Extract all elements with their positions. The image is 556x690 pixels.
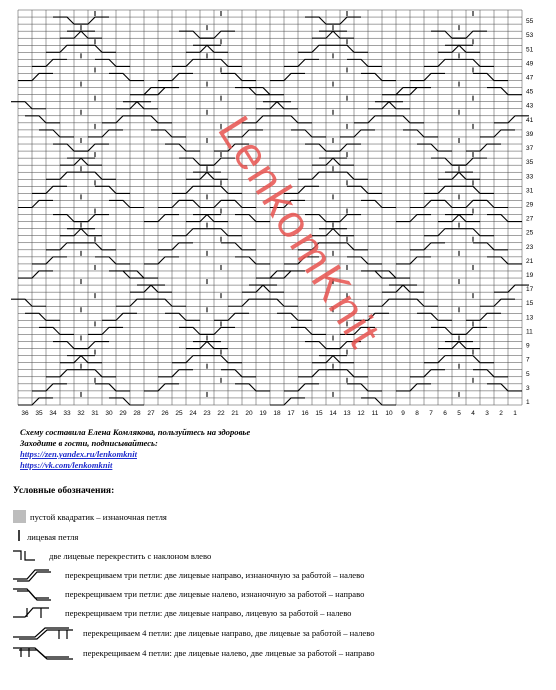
cable-stroke xyxy=(291,327,326,334)
column-number: 4 xyxy=(471,410,475,417)
cable-stroke xyxy=(151,299,186,306)
cable-stroke xyxy=(347,186,382,193)
cable-stroke xyxy=(46,243,81,250)
column-number: 16 xyxy=(301,410,309,417)
cable-stroke xyxy=(270,398,305,405)
row-number: 47 xyxy=(526,74,534,82)
column-number: 27 xyxy=(147,410,155,417)
cable-stroke xyxy=(473,370,508,377)
row-number: 9 xyxy=(526,342,530,350)
cable-stroke xyxy=(151,130,186,137)
cable-stroke xyxy=(165,313,200,320)
cable-stroke xyxy=(74,144,109,151)
column-number: 17 xyxy=(287,410,295,417)
column-number: 19 xyxy=(259,410,267,417)
row-number: 23 xyxy=(526,243,534,251)
cable-stroke xyxy=(67,229,102,236)
legend-item-purl xyxy=(13,510,167,523)
column-number: 32 xyxy=(77,410,85,417)
cable-stroke xyxy=(74,17,109,24)
cable-stroke xyxy=(389,116,424,123)
cable-stroke xyxy=(39,327,74,334)
cable-stroke xyxy=(487,88,522,95)
row-number: 45 xyxy=(526,88,534,96)
cable-stroke xyxy=(459,356,494,363)
credits xyxy=(20,427,250,471)
cable-stroke xyxy=(361,200,396,207)
cable-stroke xyxy=(361,398,396,405)
cable-stroke xyxy=(158,200,193,207)
column-number: 24 xyxy=(189,410,197,417)
cable-stroke xyxy=(431,31,466,38)
cable-stroke xyxy=(459,229,494,236)
legend-text: пустой квадратик – изнаночная петля xyxy=(30,511,167,522)
cable-stroke xyxy=(32,257,67,264)
column-number: 7 xyxy=(429,410,433,417)
cable-stroke xyxy=(452,200,487,207)
column-number: 15 xyxy=(315,410,323,417)
cable-stroke xyxy=(11,299,46,306)
column-number: 14 xyxy=(329,410,337,417)
cable-stroke xyxy=(74,342,109,349)
cable-stroke xyxy=(81,370,116,377)
legend-item-knit xyxy=(13,530,78,544)
cable-stroke xyxy=(102,313,137,320)
cable-stroke xyxy=(25,313,60,320)
cable-stroke xyxy=(417,313,452,320)
empty-square-icon xyxy=(13,510,26,523)
cable-stroke xyxy=(95,59,130,66)
cable-stroke xyxy=(326,17,361,24)
cable-stroke xyxy=(123,102,158,109)
cable-stroke xyxy=(95,257,130,264)
row-number: 39 xyxy=(526,130,534,138)
column-number: 1 xyxy=(513,410,517,417)
cable-stroke xyxy=(347,59,382,66)
cable-stroke xyxy=(382,285,417,292)
cable-stroke xyxy=(193,215,228,222)
cable-stroke xyxy=(403,130,438,137)
cable-stroke xyxy=(18,271,53,278)
legend-text: перекрещиваем три петли: две лицевые направо, лицевую за работой – налево xyxy=(65,608,352,618)
column-number: 23 xyxy=(203,410,211,417)
cable-stroke xyxy=(179,31,214,38)
column-number: 10 xyxy=(385,410,393,417)
cable-stroke xyxy=(368,102,403,109)
cable-stroke xyxy=(137,116,172,123)
legend-text: две лицевые перекрестить с наклоном влево xyxy=(49,551,212,561)
legend-item-cross3-purl-right xyxy=(13,586,364,602)
cable-stroke xyxy=(445,172,480,179)
cable-stroke xyxy=(473,73,508,80)
cable-stroke xyxy=(487,215,522,222)
cable-stroke xyxy=(221,370,256,377)
cable-stroke xyxy=(242,285,277,292)
cable-stroke xyxy=(466,144,501,151)
cable-stroke xyxy=(207,186,242,193)
row-number: 3 xyxy=(526,384,530,392)
cable-stroke xyxy=(172,59,207,66)
cable-stroke xyxy=(165,144,200,151)
cable-stroke xyxy=(277,116,312,123)
cable-stroke xyxy=(312,356,347,363)
cable-stroke xyxy=(445,342,480,349)
cable-stroke xyxy=(144,257,179,264)
column-number: 22 xyxy=(217,410,225,417)
cable-stroke xyxy=(347,257,382,264)
cable-stroke xyxy=(137,285,172,292)
cable-stroke xyxy=(284,59,319,66)
cable-stroke xyxy=(67,356,102,363)
row-number: 55 xyxy=(526,18,534,26)
cable-stroke xyxy=(214,313,249,320)
cable-stroke xyxy=(46,370,81,377)
row-number: 35 xyxy=(526,159,534,167)
cable-stroke xyxy=(32,186,67,193)
cable-stroke xyxy=(424,356,459,363)
cable-stroke xyxy=(81,172,116,179)
legend-text: перекрещиваем три петли: две лицевые направо, изнаночную за работой – налево xyxy=(65,570,365,580)
column-number: 33 xyxy=(63,410,71,417)
column-number: 36 xyxy=(21,410,29,417)
cable-stroke xyxy=(179,158,214,165)
cable-stroke xyxy=(480,299,515,306)
cable-stroke xyxy=(193,342,228,349)
cable-stroke xyxy=(158,370,193,377)
cable-stroke xyxy=(53,215,88,222)
column-number: 20 xyxy=(245,410,253,417)
cable-stroke xyxy=(473,200,508,207)
watermark: LenkomKnit xyxy=(208,106,392,358)
column-number: 13 xyxy=(343,410,351,417)
cable-stroke xyxy=(235,384,270,391)
cable-stroke xyxy=(438,172,473,179)
cable-stroke xyxy=(193,45,228,52)
cable-stroke xyxy=(18,398,53,405)
cable-stroke xyxy=(305,144,340,151)
column-number: 8 xyxy=(415,410,419,417)
legend-item-cross4-right xyxy=(13,645,375,661)
cable-stroke xyxy=(284,384,319,391)
cable-stroke xyxy=(270,73,305,80)
row-number: 15 xyxy=(526,300,534,308)
cable-stroke xyxy=(459,186,494,193)
cable-stroke xyxy=(375,102,410,109)
cable-stroke xyxy=(221,73,256,80)
row-number: 21 xyxy=(526,257,534,265)
cable-stroke xyxy=(424,186,459,193)
cable-stroke xyxy=(74,215,109,222)
row-number: 27 xyxy=(526,215,534,223)
cable-stroke xyxy=(193,172,228,179)
cable-stroke xyxy=(200,327,235,334)
row-number: 49 xyxy=(526,60,534,68)
cable-stroke xyxy=(312,31,347,38)
cable-stroke xyxy=(480,130,515,137)
cable-stroke xyxy=(263,299,298,306)
row-number: 51 xyxy=(526,46,534,54)
cable-stroke xyxy=(319,31,354,38)
legend-text: перекрещиваем 4 петли: две лицевые налево, две лицевые за работой – направо xyxy=(83,648,375,658)
column-number: 35 xyxy=(35,410,43,417)
cable-stroke xyxy=(67,158,102,165)
cable-stroke xyxy=(116,102,151,109)
legend-title: Условные обозначения: xyxy=(13,486,115,496)
cable-stroke xyxy=(340,130,375,137)
cable-stroke xyxy=(172,356,207,363)
cable-stroke xyxy=(116,299,151,306)
author-line: Схему составила Елена Комлякова, пользуйтесь на здоровье xyxy=(20,427,251,437)
column-number: 2 xyxy=(499,410,503,417)
column-number: 5 xyxy=(457,410,461,417)
cable-stroke xyxy=(200,200,235,207)
row-number: 33 xyxy=(526,173,534,181)
cable-stroke xyxy=(410,200,445,207)
cross-3-purl-right-icon xyxy=(13,586,65,602)
cable-stroke xyxy=(424,229,459,236)
cable-stroke xyxy=(424,59,459,66)
cable-stroke xyxy=(60,356,95,363)
column-number: 34 xyxy=(49,410,57,417)
legend-text: перекрещиваем три петли: две лицевые налево, изнаночную за работой – направо xyxy=(65,589,365,599)
cable-stroke xyxy=(179,200,214,207)
cable-stroke xyxy=(452,158,487,165)
row-number: 11 xyxy=(526,328,533,336)
cable-stroke xyxy=(53,342,88,349)
cable-stroke xyxy=(179,327,214,334)
cable-stroke xyxy=(144,384,179,391)
cable-stroke xyxy=(298,370,333,377)
cable-stroke xyxy=(305,17,340,24)
cable-stroke xyxy=(158,73,193,80)
legend-item-cross2 xyxy=(13,548,211,564)
cable-stroke xyxy=(221,243,256,250)
row-number: 7 xyxy=(526,356,530,364)
cross-4-right-icon xyxy=(13,645,83,661)
cable-stroke xyxy=(53,17,88,24)
cable-stroke xyxy=(396,257,431,264)
cable-stroke xyxy=(466,313,501,320)
row-number: 25 xyxy=(526,229,534,237)
cable-stroke xyxy=(333,172,368,179)
row-number: 5 xyxy=(526,370,530,378)
vk-link[interactable]: https://vk.com/lenkomknit xyxy=(20,460,113,470)
cable-stroke xyxy=(186,172,221,179)
cable-stroke xyxy=(417,144,452,151)
row-number: 19 xyxy=(526,272,534,280)
cable-stroke xyxy=(11,102,46,109)
cable-stroke xyxy=(431,200,466,207)
legend-item-cross4-left xyxy=(13,625,375,641)
cable-stroke xyxy=(186,45,221,52)
cable-stroke xyxy=(494,285,529,292)
cable-stroke xyxy=(438,215,473,222)
cable-stroke xyxy=(46,172,81,179)
cable-stroke xyxy=(249,285,284,292)
legend-text: перекрещиваем 4 петли: две лицевые направо, две лицевые за работой – налево xyxy=(83,628,375,638)
cable-stroke xyxy=(473,243,508,250)
cable-stroke xyxy=(277,313,312,320)
cable-stroke xyxy=(305,342,340,349)
cable-stroke xyxy=(39,130,74,137)
visit-line: Заходите в гости, подписывайтесь: xyxy=(20,438,158,448)
cable-stroke xyxy=(298,172,333,179)
cable-stroke xyxy=(396,384,431,391)
cross-3-purl-left-icon xyxy=(13,567,65,583)
cable-stroke xyxy=(235,257,270,264)
cable-stroke xyxy=(354,116,389,123)
cable-stroke xyxy=(200,31,235,38)
cross-4-left-icon xyxy=(13,625,83,641)
cable-stroke xyxy=(445,215,480,222)
cable-stroke xyxy=(361,73,396,80)
row-number: 13 xyxy=(526,314,534,322)
row-number: 53 xyxy=(526,32,534,40)
column-number: 6 xyxy=(443,410,447,417)
legend-item-cross3-knit-left xyxy=(13,605,351,621)
cable-stroke xyxy=(438,342,473,349)
column-number: 25 xyxy=(175,410,183,417)
cable-stroke xyxy=(431,158,466,165)
row-number: 31 xyxy=(526,187,534,195)
cable-stroke xyxy=(67,31,102,38)
cable-stroke xyxy=(46,45,81,52)
column-number: 3 xyxy=(485,410,489,417)
column-number: 28 xyxy=(133,410,141,417)
cable-stroke xyxy=(389,285,424,292)
column-number: 12 xyxy=(357,410,365,417)
cable-stroke xyxy=(88,130,123,137)
row-number: 1 xyxy=(526,398,530,406)
cable-stroke xyxy=(333,45,368,52)
cable-stroke xyxy=(81,45,116,52)
cable-stroke xyxy=(109,200,144,207)
cable-stroke xyxy=(60,158,95,165)
zen-link[interactable]: https://zen.yandex.ru/lenkomknit xyxy=(20,449,137,459)
cable-stroke xyxy=(410,370,445,377)
column-number: 11 xyxy=(371,410,379,417)
cable-stroke xyxy=(410,243,445,250)
cable-stroke xyxy=(109,73,144,80)
cable-stroke xyxy=(487,384,522,391)
cable-stroke xyxy=(410,73,445,80)
column-number: 31 xyxy=(91,410,99,417)
cable-stroke xyxy=(256,102,291,109)
cable-stroke xyxy=(95,186,130,193)
cable-stroke xyxy=(298,45,333,52)
cable-stroke xyxy=(144,215,179,222)
row-number: 41 xyxy=(526,116,534,124)
cable-stroke xyxy=(172,229,207,236)
cable-stroke xyxy=(263,102,298,109)
cable-stroke xyxy=(452,327,487,334)
cable-stroke xyxy=(186,342,221,349)
cable-stroke xyxy=(326,215,361,222)
cable-stroke xyxy=(88,327,123,334)
cable-stroke xyxy=(291,130,326,137)
column-number: 29 xyxy=(119,410,127,417)
cable-stroke xyxy=(172,186,207,193)
column-number: 26 xyxy=(161,410,169,417)
cable-stroke xyxy=(431,327,466,334)
cable-stroke xyxy=(487,257,522,264)
cable-stroke xyxy=(60,229,95,236)
cable-stroke xyxy=(32,384,67,391)
vertical-bar-icon xyxy=(13,530,27,544)
cable-stroke xyxy=(452,31,487,38)
cable-stroke xyxy=(207,59,242,66)
column-number: 30 xyxy=(105,410,113,417)
cable-stroke xyxy=(109,398,144,405)
cable-stroke xyxy=(18,73,53,80)
cable-stroke xyxy=(494,116,529,123)
legend-text: лицевая петля xyxy=(27,532,79,542)
cable-stroke xyxy=(207,356,242,363)
cable-stroke xyxy=(228,299,263,306)
row-number: 37 xyxy=(526,145,534,153)
cable-stroke xyxy=(32,59,67,66)
cable-stroke xyxy=(445,45,480,52)
cable-stroke xyxy=(312,158,347,165)
cable-stroke xyxy=(326,144,361,151)
cable-stroke xyxy=(102,116,137,123)
cable-stroke xyxy=(396,215,431,222)
cable-stroke xyxy=(25,116,60,123)
cable-stroke xyxy=(95,384,130,391)
column-number: 9 xyxy=(401,410,405,417)
cable-stroke xyxy=(81,243,116,250)
row-number: 29 xyxy=(526,201,534,209)
cable-stroke xyxy=(207,229,242,236)
row-number: 17 xyxy=(526,286,534,294)
legend-item-cross3-purl-left xyxy=(13,567,364,583)
row-number: 43 xyxy=(526,102,534,110)
cable-stroke xyxy=(130,285,165,292)
cable-stroke xyxy=(186,215,221,222)
cable-stroke xyxy=(158,243,193,250)
cross-2-left-icon xyxy=(13,548,49,564)
cable-stroke xyxy=(53,144,88,151)
cable-stroke xyxy=(319,158,354,165)
cable-stroke xyxy=(459,59,494,66)
cable-stroke xyxy=(18,200,53,207)
cross-3-knit-left-icon xyxy=(13,605,65,621)
column-number: 18 xyxy=(273,410,281,417)
column-number: 21 xyxy=(231,410,239,417)
cable-stroke xyxy=(403,299,438,306)
cable-stroke xyxy=(438,45,473,52)
cable-stroke xyxy=(60,31,95,38)
